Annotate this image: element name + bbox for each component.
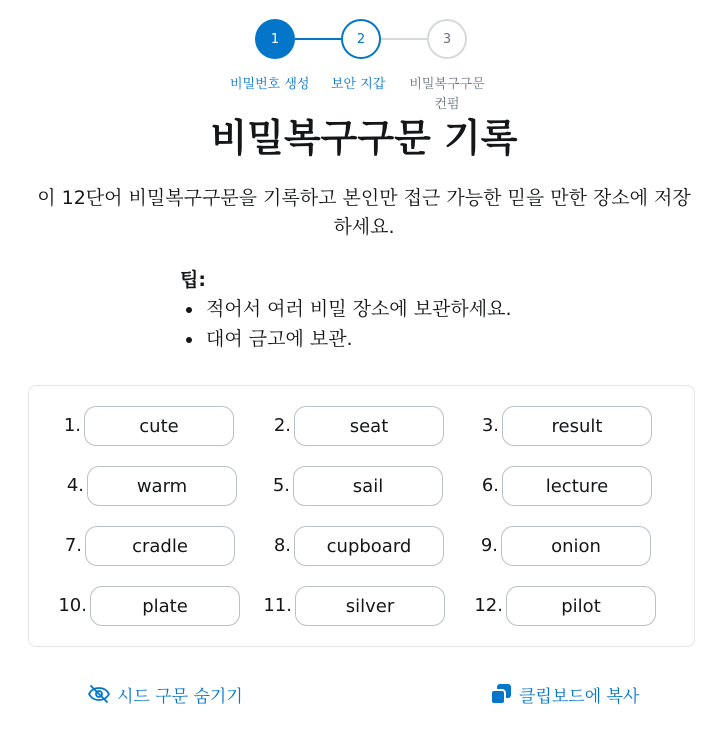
seed-word-chip: pilot	[506, 586, 656, 626]
tip-item: • 대여 금고에 보관.	[204, 324, 680, 354]
seed-word-chip: cupboard	[294, 526, 444, 566]
seed-word-8	[273, 526, 444, 566]
seed-word-7	[64, 526, 235, 566]
seed-word-index: 2.	[273, 415, 291, 436]
seed-word-index: 9.	[480, 535, 498, 556]
step-2-number: 2	[356, 31, 366, 47]
seed-word-index: 3.	[481, 415, 499, 436]
eye-slash-icon	[87, 682, 111, 706]
seed-word-12	[474, 586, 656, 626]
seed-word-chip: cradle	[85, 526, 235, 566]
tips-list	[180, 294, 680, 354]
copy-to-clipboard-button[interactable]	[489, 680, 639, 708]
seed-word-5	[272, 466, 443, 506]
step-1-circle	[255, 19, 295, 59]
seed-word-11	[263, 586, 445, 626]
seed-word-chip: lecture	[502, 466, 652, 506]
seed-word-chip: result	[502, 406, 652, 446]
seed-word-index: 1.	[63, 415, 81, 436]
seed-word-chip: sail	[293, 466, 443, 506]
seed-word-index: 7.	[64, 535, 82, 556]
seed-word-index: 12.	[474, 595, 503, 616]
step-3-label: 비밀복구구문 컨펌	[409, 77, 485, 112]
tips-title: 팁:	[180, 269, 206, 291]
seed-word-index: 8.	[273, 535, 291, 556]
page-description: 이 12단어 비밀복구구문을 기록하고 본인만 접근 가능한 믿을 만한 장소에 저장하세요.	[37, 187, 691, 238]
seed-word-chip: silver	[295, 586, 445, 626]
step-connector-1-2	[295, 38, 341, 40]
seed-word-6	[481, 466, 652, 506]
seed-phrase-box	[28, 385, 695, 647]
seed-word-chip: cute	[84, 406, 234, 446]
seed-word-index: 4.	[66, 475, 84, 496]
step-1-label: 비밀번호 생성	[230, 77, 310, 92]
seed-word-2	[273, 406, 444, 446]
step-1-number: 1	[270, 31, 280, 47]
page-title: 비밀복구구문 기록	[210, 116, 518, 160]
step-2-circle	[341, 19, 381, 59]
seed-word-4	[66, 466, 237, 506]
seed-word-10	[58, 586, 240, 626]
seed-word-3	[481, 406, 652, 446]
copy-icon	[489, 682, 513, 706]
seed-word-index: 5.	[272, 475, 290, 496]
tips-section	[180, 266, 680, 354]
seed-word-index: 10.	[58, 595, 87, 616]
step-2-label: 보안 지갑	[331, 77, 386, 92]
step-3-circle	[427, 19, 467, 59]
tip-item: • 적어서 여러 비밀 장소에 보관하세요.	[204, 294, 680, 324]
progress-stepper	[0, 19, 728, 119]
hide-seed-phrase-button[interactable]	[87, 680, 243, 708]
hide-seed-phrase-label: 시드 구문 숨기기	[117, 686, 243, 707]
seed-word-chip: warm	[87, 466, 237, 506]
seed-word-index: 6.	[481, 475, 499, 496]
step-3-number: 3	[442, 31, 452, 47]
seed-word-index: 11.	[263, 595, 292, 616]
copy-to-clipboard-label: 클립보드에 복사	[519, 686, 640, 707]
seed-word-chip: plate	[90, 586, 240, 626]
seed-word-9	[480, 526, 651, 566]
seed-word-chip: onion	[501, 526, 651, 566]
seed-word-1	[63, 406, 234, 446]
step-connector-2-3	[381, 38, 427, 40]
seed-word-chip: seat	[294, 406, 444, 446]
